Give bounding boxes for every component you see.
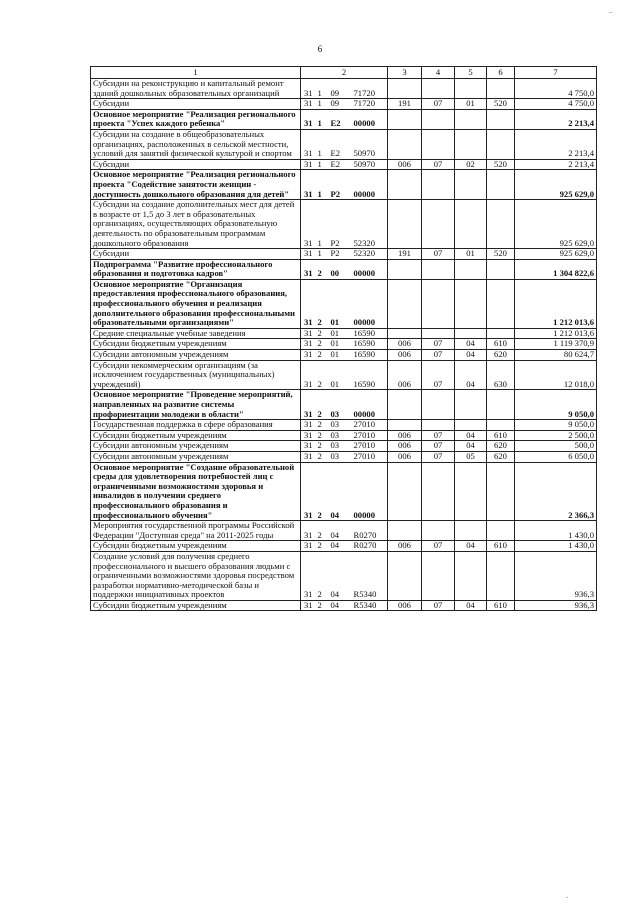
row-name: Подпрограмма "Развитие профессионального образования и подготовка кадров" [91, 259, 301, 279]
row-name: Субсидии [91, 249, 301, 260]
code-program: 31 [301, 328, 316, 339]
table-row [91, 170, 597, 200]
code-program: 31 [301, 279, 316, 328]
code-program: 31 [301, 170, 316, 200]
razdel: 07 [422, 541, 455, 552]
row-name: Субсидии автономным учреждениям [91, 441, 301, 452]
code-program: 31 [301, 259, 316, 279]
razdel [422, 521, 455, 541]
podrazdel: 04 [455, 430, 487, 441]
code-program: 31 [301, 390, 316, 420]
code-direction: 27010 [352, 441, 388, 452]
table-row [91, 339, 597, 350]
razdel: 07 [422, 441, 455, 452]
code-subprogram: 1 [316, 99, 329, 110]
podrazdel: 01 [455, 99, 487, 110]
podrazdel: 04 [455, 541, 487, 552]
code-event: 04 [329, 462, 352, 521]
code-subprogram: 2 [316, 551, 329, 600]
code-direction: 16590 [352, 350, 388, 361]
code-direction: 71720 [352, 79, 388, 99]
razdel: 07 [422, 430, 455, 441]
row-name: Субсидии на создание дополнительных мест для детей в возрасте от 1,5 до 3 лет в образовательных организациях, осуществляющих образовательную деятельность по образовательным программам дошкольного образования [91, 200, 301, 249]
code-subprogram: 1 [316, 249, 329, 260]
code-direction: 52320 [352, 249, 388, 260]
code-subprogram: 1 [316, 109, 329, 129]
vedomstvo: 006 [388, 430, 422, 441]
vedomstvo [388, 200, 422, 249]
code-event: 04 [329, 541, 352, 552]
code-program: 31 [301, 600, 316, 611]
razdel [422, 129, 455, 159]
row-sum: 1 430,0 [515, 521, 597, 541]
table-row [91, 360, 597, 390]
row-name: Субсидии бюджетным учреждениям [91, 541, 301, 552]
row-name: Субсидии бюджетным учреждениям [91, 600, 301, 611]
code-event: 01 [329, 279, 352, 328]
vid-rashodov [487, 200, 515, 249]
row-sum: 1 304 822,6 [515, 259, 597, 279]
code-event: 04 [329, 600, 352, 611]
row-sum: 2 366,3 [515, 462, 597, 521]
podrazdel [455, 129, 487, 159]
vedomstvo: 006 [388, 339, 422, 350]
code-event: P2 [329, 170, 352, 200]
row-name: Субсидии автономным учреждениям [91, 350, 301, 361]
row-name: Создание условий для получения среднего профессионального и высшего образования людьми с ограниченными возможностями здоровья посредством разработки нормативно-методической базы и поддержки инициативных проектов [91, 551, 301, 600]
vedomstvo: 006 [388, 600, 422, 611]
podrazdel: 04 [455, 600, 487, 611]
razdel: 07 [422, 339, 455, 350]
table-row [91, 541, 597, 552]
code-program: 31 [301, 551, 316, 600]
table-row [91, 328, 597, 339]
vid-rashodov [487, 462, 515, 521]
table-row [91, 249, 597, 260]
code-program: 31 [301, 430, 316, 441]
table-row [91, 551, 597, 600]
vedomstvo [388, 420, 422, 431]
row-sum: 4 750,0 [515, 99, 597, 110]
vid-rashodov: 610 [487, 541, 515, 552]
code-subprogram: 2 [316, 451, 329, 462]
code-subprogram: 2 [316, 600, 329, 611]
vedomstvo [388, 109, 422, 129]
vedomstvo [388, 521, 422, 541]
podrazdel: 01 [455, 249, 487, 260]
code-event: E2 [329, 159, 352, 170]
podrazdel [455, 200, 487, 249]
row-name: Субсидии на создание в общеобразовательных организациях, расположенных в сельской местности, условий для занятий физической культурой и спортом [91, 129, 301, 159]
table-row [91, 259, 597, 279]
table-row [91, 99, 597, 110]
podrazdel: 04 [455, 339, 487, 350]
row-name: Субсидии бюджетным учреждениям [91, 339, 301, 350]
code-direction: 52320 [352, 200, 388, 249]
row-name: Основное мероприятие "Реализация регионального проекта "Содействие занятости женщин - доступность дошкольного образования для детей" [91, 170, 301, 200]
code-program: 31 [301, 339, 316, 350]
code-direction: 27010 [352, 420, 388, 431]
vid-rashodov: 610 [487, 339, 515, 350]
code-event: 03 [329, 451, 352, 462]
header-col-4: 4 [422, 67, 455, 79]
podrazdel: 02 [455, 159, 487, 170]
razdel: 07 [422, 159, 455, 170]
razdel: 07 [422, 360, 455, 390]
podrazdel [455, 521, 487, 541]
vid-rashodov [487, 279, 515, 328]
code-program: 31 [301, 420, 316, 431]
header-col-2: 2 [301, 67, 388, 79]
code-subprogram: 2 [316, 521, 329, 541]
razdel: 07 [422, 451, 455, 462]
vid-rashodov [487, 328, 515, 339]
podrazdel [455, 109, 487, 129]
code-program: 31 [301, 109, 316, 129]
code-event: E2 [329, 129, 352, 159]
code-direction: 00000 [352, 390, 388, 420]
code-direction: R0270 [352, 541, 388, 552]
code-direction: 71720 [352, 99, 388, 110]
code-direction: 00000 [352, 462, 388, 521]
row-sum: 9 050,0 [515, 390, 597, 420]
razdel [422, 109, 455, 129]
table-row [91, 350, 597, 361]
podrazdel [455, 259, 487, 279]
vid-rashodov [487, 259, 515, 279]
row-name: Государственная поддержка в сфере образования [91, 420, 301, 431]
header-row [91, 67, 597, 79]
code-program: 31 [301, 159, 316, 170]
row-name: Основное мероприятие "Проведение мероприятий, направленных на развитие системы профориентации молодежи в области" [91, 390, 301, 420]
razdel [422, 328, 455, 339]
podrazdel [455, 551, 487, 600]
code-event: 03 [329, 420, 352, 431]
code-direction: R5340 [352, 551, 388, 600]
code-subprogram: 2 [316, 420, 329, 431]
vid-rashodov: 620 [487, 441, 515, 452]
vid-rashodov [487, 109, 515, 129]
vid-rashodov [487, 129, 515, 159]
table-row [91, 600, 597, 611]
podrazdel [455, 328, 487, 339]
code-direction: R0270 [352, 521, 388, 541]
razdel [422, 259, 455, 279]
code-direction: 16590 [352, 339, 388, 350]
code-subprogram: 2 [316, 360, 329, 390]
code-program: 31 [301, 462, 316, 521]
code-program: 31 [301, 441, 316, 452]
code-program: 31 [301, 99, 316, 110]
code-event: 09 [329, 99, 352, 110]
podrazdel [455, 390, 487, 420]
code-program: 31 [301, 360, 316, 390]
row-name: Субсидии некоммерческим организациям (за исключением государственных (муниципальных) учреждений) [91, 360, 301, 390]
code-event: 01 [329, 328, 352, 339]
vedomstvo: 006 [388, 360, 422, 390]
row-sum: 925 629,0 [515, 249, 597, 260]
code-direction: 27010 [352, 430, 388, 441]
code-program: 31 [301, 200, 316, 249]
razdel [422, 79, 455, 99]
code-direction: 27010 [352, 451, 388, 462]
code-program: 31 [301, 79, 316, 99]
table-row [91, 159, 597, 170]
code-subprogram: 2 [316, 279, 329, 328]
code-direction: 00000 [352, 109, 388, 129]
table-row [91, 200, 597, 249]
row-sum: 2 213,4 [515, 159, 597, 170]
razdel [422, 551, 455, 600]
code-direction: 00000 [352, 259, 388, 279]
vedomstvo: 191 [388, 99, 422, 110]
code-direction: 16590 [352, 328, 388, 339]
code-subprogram: 2 [316, 259, 329, 279]
razdel [422, 200, 455, 249]
page-number: 6 [317, 44, 323, 54]
table-row [91, 451, 597, 462]
header-col-7: 7 [515, 67, 597, 79]
header-col-3: 3 [388, 67, 422, 79]
code-subprogram: 2 [316, 339, 329, 350]
code-event: 01 [329, 339, 352, 350]
razdel: 07 [422, 99, 455, 110]
podrazdel [455, 420, 487, 431]
vedomstvo: 191 [388, 249, 422, 260]
vid-rashodov [487, 390, 515, 420]
razdel [422, 462, 455, 521]
table-row [91, 129, 597, 159]
code-subprogram: 2 [316, 390, 329, 420]
vedomstvo: 006 [388, 441, 422, 452]
code-program: 31 [301, 521, 316, 541]
code-subprogram: 1 [316, 200, 329, 249]
vedomstvo: 006 [388, 541, 422, 552]
code-subprogram: 2 [316, 462, 329, 521]
razdel: 07 [422, 600, 455, 611]
vedomstvo [388, 259, 422, 279]
code-direction: 16590 [352, 360, 388, 390]
header-col-5: 5 [455, 67, 487, 79]
table-row [91, 430, 597, 441]
row-name: Субсидии [91, 99, 301, 110]
table-row [91, 441, 597, 452]
vid-rashodov: 520 [487, 249, 515, 260]
vid-rashodov: 620 [487, 350, 515, 361]
vedomstvo [388, 79, 422, 99]
code-subprogram: 2 [316, 430, 329, 441]
vedomstvo: 006 [388, 159, 422, 170]
razdel [422, 420, 455, 431]
razdel: 07 [422, 249, 455, 260]
header-col-6: 6 [487, 67, 515, 79]
vid-rashodov [487, 521, 515, 541]
code-subprogram: 2 [316, 350, 329, 361]
row-sum: 1 430,0 [515, 541, 597, 552]
code-direction: 50970 [352, 159, 388, 170]
table-row [91, 420, 597, 431]
table-row [91, 390, 597, 420]
code-subprogram: 2 [316, 328, 329, 339]
row-sum: 1 212 013,6 [515, 279, 597, 328]
row-name: Субсидии на реконструкцию и капитальный ремонт зданий дошкольных образовательных организаций [91, 79, 301, 99]
row-name: Субсидии автономным учреждениям [91, 451, 301, 462]
razdel: 07 [422, 350, 455, 361]
vedomstvo [388, 129, 422, 159]
code-program: 31 [301, 129, 316, 159]
row-name: Мероприятия государственной программы Российской Федерации "Доступная среда" на 2011-2025 годы [91, 521, 301, 541]
row-sum: 1 212 013,6 [515, 328, 597, 339]
code-direction: 00000 [352, 279, 388, 328]
podrazdel [455, 279, 487, 328]
vid-rashodov: 520 [487, 99, 515, 110]
vedomstvo [388, 551, 422, 600]
table-row [91, 79, 597, 99]
code-program: 31 [301, 350, 316, 361]
row-sum: 80 624,7 [515, 350, 597, 361]
header-col-1: 1 [91, 67, 301, 79]
vid-rashodov: 520 [487, 159, 515, 170]
code-event: P2 [329, 200, 352, 249]
row-sum: 4 750,0 [515, 79, 597, 99]
budget-table [90, 66, 597, 611]
code-subprogram: 2 [316, 441, 329, 452]
vedomstvo: 006 [388, 350, 422, 361]
podrazdel: 04 [455, 441, 487, 452]
code-event: 04 [329, 521, 352, 541]
code-subprogram: 1 [316, 129, 329, 159]
code-direction: 50970 [352, 129, 388, 159]
vedomstvo: 006 [388, 451, 422, 462]
podrazdel [455, 462, 487, 521]
row-sum: 925 629,0 [515, 170, 597, 200]
vedomstvo [388, 279, 422, 328]
row-sum: 2 213,4 [515, 129, 597, 159]
podrazdel: 04 [455, 350, 487, 361]
code-event: 03 [329, 430, 352, 441]
row-sum: 1 119 370,9 [515, 339, 597, 350]
code-event: 00 [329, 259, 352, 279]
podrazdel: 04 [455, 360, 487, 390]
code-subprogram: 1 [316, 170, 329, 200]
row-name: Основное мероприятие "Организация предоставления профессионального образования, профессионального обучения и реализация дополнительного образования профессиональными образовательными организациями" [91, 279, 301, 328]
code-event: 03 [329, 441, 352, 452]
vedomstvo [388, 170, 422, 200]
row-sum: 12 018,0 [515, 360, 597, 390]
vid-rashodov [487, 420, 515, 431]
code-event: 04 [329, 551, 352, 600]
row-sum: 936,3 [515, 551, 597, 600]
vedomstvo [388, 328, 422, 339]
code-subprogram: 1 [316, 79, 329, 99]
scan-mark-bottom [566, 897, 568, 898]
vedomstvo [388, 390, 422, 420]
vedomstvo [388, 462, 422, 521]
row-name: Основное мероприятие "Создание образовательной среды для удовлетворения потребностей лиц с ограниченными возможностями здоровья и инвалидов в получении среднего профессионального образования и профессионального обучения" [91, 462, 301, 521]
code-program: 31 [301, 249, 316, 260]
row-name: Основное мероприятие "Реализация регионального проекта "Успех каждого ребенка" [91, 109, 301, 129]
row-sum: 936,3 [515, 600, 597, 611]
razdel [422, 279, 455, 328]
row-sum: 9 050,0 [515, 420, 597, 431]
code-program: 31 [301, 541, 316, 552]
vid-rashodov: 610 [487, 600, 515, 611]
table-row [91, 279, 597, 328]
code-subprogram: 1 [316, 159, 329, 170]
table-row [91, 109, 597, 129]
code-direction: 00000 [352, 170, 388, 200]
row-sum: 6 050,0 [515, 451, 597, 462]
row-sum: 925 629,0 [515, 200, 597, 249]
row-name: Средние специальные учебные заведения [91, 328, 301, 339]
code-subprogram: 2 [316, 541, 329, 552]
vid-rashodov [487, 170, 515, 200]
vid-rashodov [487, 79, 515, 99]
table-row [91, 521, 597, 541]
code-event: 01 [329, 350, 352, 361]
podrazdel: 05 [455, 451, 487, 462]
row-sum: 2 500,0 [515, 430, 597, 441]
row-name: Субсидии бюджетным учреждениям [91, 430, 301, 441]
code-event: P2 [329, 249, 352, 260]
row-name: Субсидии [91, 159, 301, 170]
code-event: 01 [329, 360, 352, 390]
code-event: 09 [329, 79, 352, 99]
scan-mark-top [609, 12, 612, 13]
podrazdel [455, 79, 487, 99]
table-body [91, 67, 597, 611]
vid-rashodov: 620 [487, 451, 515, 462]
row-sum: 500,0 [515, 441, 597, 452]
razdel [422, 390, 455, 420]
vid-rashodov: 630 [487, 360, 515, 390]
razdel [422, 170, 455, 200]
row-sum: 2 213,4 [515, 109, 597, 129]
podrazdel [455, 170, 487, 200]
vid-rashodov: 610 [487, 430, 515, 441]
code-program: 31 [301, 451, 316, 462]
code-event: 03 [329, 390, 352, 420]
code-event: E2 [329, 109, 352, 129]
table-row [91, 462, 597, 521]
vid-rashodov [487, 551, 515, 600]
code-direction: R5340 [352, 600, 388, 611]
